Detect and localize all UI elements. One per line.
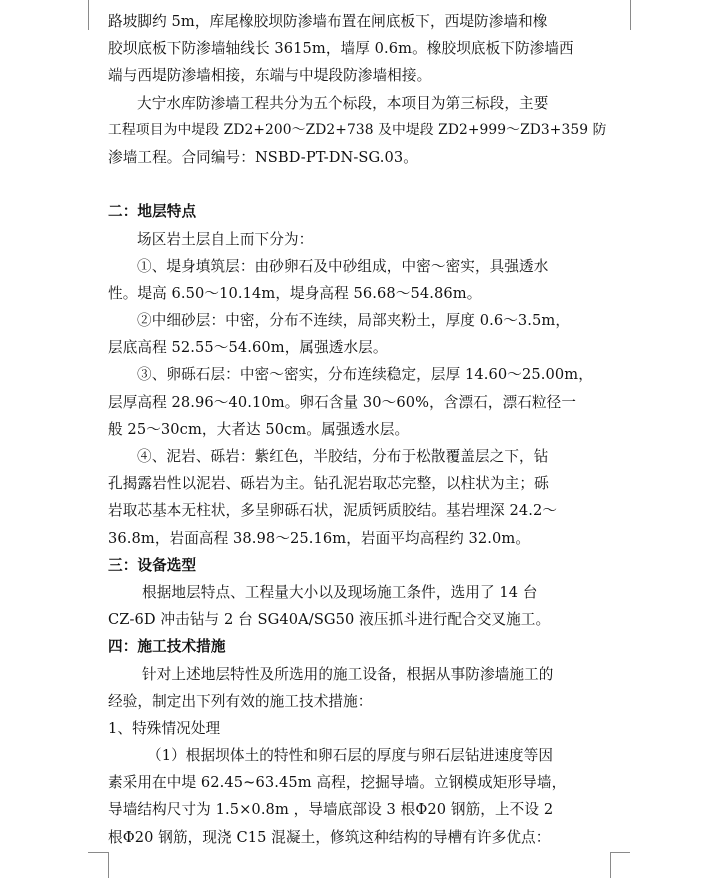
body-line: 工程项目为中堤段 ZD2+200～ZD2+738 及中堤段 ZD2+999～ZD3+359 防: [108, 121, 607, 138]
section-heading: 四：施工技术措施: [108, 638, 226, 656]
crop-mark-bottom-right-h: [610, 852, 630, 853]
crop-mark-bottom-left-v: [108, 852, 109, 878]
body-line: 孔揭露岩性以泥岩、砾岩为主。钻孔泥岩取芯完整，以柱状为主；砾: [108, 475, 549, 493]
paragraph-first-line: ④、泥岩、砾岩：紫红色，半胶结，分布于松散覆盖层之下，钻: [137, 448, 549, 465]
body-line: 般 25～30cm，大者达 50cm。属强透水层。: [108, 420, 410, 438]
blank-line: [108, 171, 610, 198]
paragraph-first-line: 针对上述地层特性及所选用的施工设备，根据从事防渗墙施工的: [142, 665, 554, 683]
body-line: 岩取芯基本无柱状，多呈卵砾石状，泥质钙质胶结。基岩埋深 24.2～: [108, 502, 558, 520]
paragraph-first-line: 根据地层特点、工程量大小以及现场施工条件，选用了 14 台: [142, 583, 538, 601]
body-line: 胶坝底板下防渗墙轴线长 3615m，墙厚 0.6m。橡胶坝底板下防渗墙西: [108, 40, 574, 58]
paragraph-first-line: ①、堤身填筑层：由砂卵石及中砂组成，中密～密实，具强透水: [137, 257, 549, 275]
body-line: 根Φ20 钢筋，现浇 C15 混凝土，修筑这种结构的导槽有许多优点：: [108, 828, 551, 846]
body-line: 层厚高程 28.96～40.10m。卵石含量 30～60%，含漂石，漂石粒径一: [108, 393, 577, 411]
section-heading: 三：设备选型: [108, 556, 197, 574]
body-line: 经验，制定出下列有效的施工技术措施：: [108, 692, 373, 710]
paragraph-first-line: 大宁水库防渗墙工程共分为五个标段，本项目为第三标段，主要: [137, 94, 549, 112]
crop-mark-top-left-v: [88, 0, 89, 30]
body-line: 36.8m，岩面高程 38.98～25.16m，岩面平均高程约 32.0m。: [108, 529, 531, 547]
body-line: 性。堤高 6.50～10.14m，堤身高程 56.68～54.86m。: [108, 284, 482, 302]
body-line: 导墙结构尺寸为 1.5×0.8m ，导墙底部设 3 根Φ20 钢筋，上不设 2: [108, 801, 554, 819]
crop-mark-bottom-right-v: [610, 852, 611, 878]
body-line: 素采用在中堤 62.45~63.45m 高程，挖掘导墙。立钢模成矩形导墙，: [108, 774, 567, 792]
paragraph-first-line: （1）根据坝体土的特性和卵石层的厚度与卵石层钻进速度等因: [147, 747, 554, 765]
body-line: 路坡脚约 5m，库尾橡胶坝防渗墙布置在闸底板下，西堤防渗墙和橡: [108, 13, 548, 30]
document-body: [108, 8, 610, 851]
body-line: 端与西堤防渗墙相接，东端与中堤段防渗墙相接。: [108, 67, 432, 85]
body-line: 层底高程 52.55～54.60m，属强透水层。: [108, 339, 388, 357]
subsection-heading: 1、特殊情况处理: [108, 719, 221, 737]
crop-mark-top-right-v: [630, 0, 631, 30]
paragraph-first-line: ②中细砂层：中密，分布不连续，局部夹粉土，厚度 0.6～3.5m，: [137, 312, 571, 330]
crop-mark-bottom-left-h: [88, 852, 108, 853]
body-line: 渗墙工程。合同编号：NSBD-PT-DN-SG.03。: [108, 148, 418, 166]
paragraph-first-line: 场区岩土层自上而下分为：: [137, 230, 314, 248]
body-line: CZ-6D 冲击钻与 2 台 SG40A/SG50 液压抓斗进行配合交叉施工。: [108, 611, 551, 629]
paragraph-first-line: ③、卵砾石层：中密～密实，分布连续稳定，层厚 14.60～25.00m，: [137, 366, 593, 384]
section-heading: 二：地层特点: [108, 203, 197, 221]
